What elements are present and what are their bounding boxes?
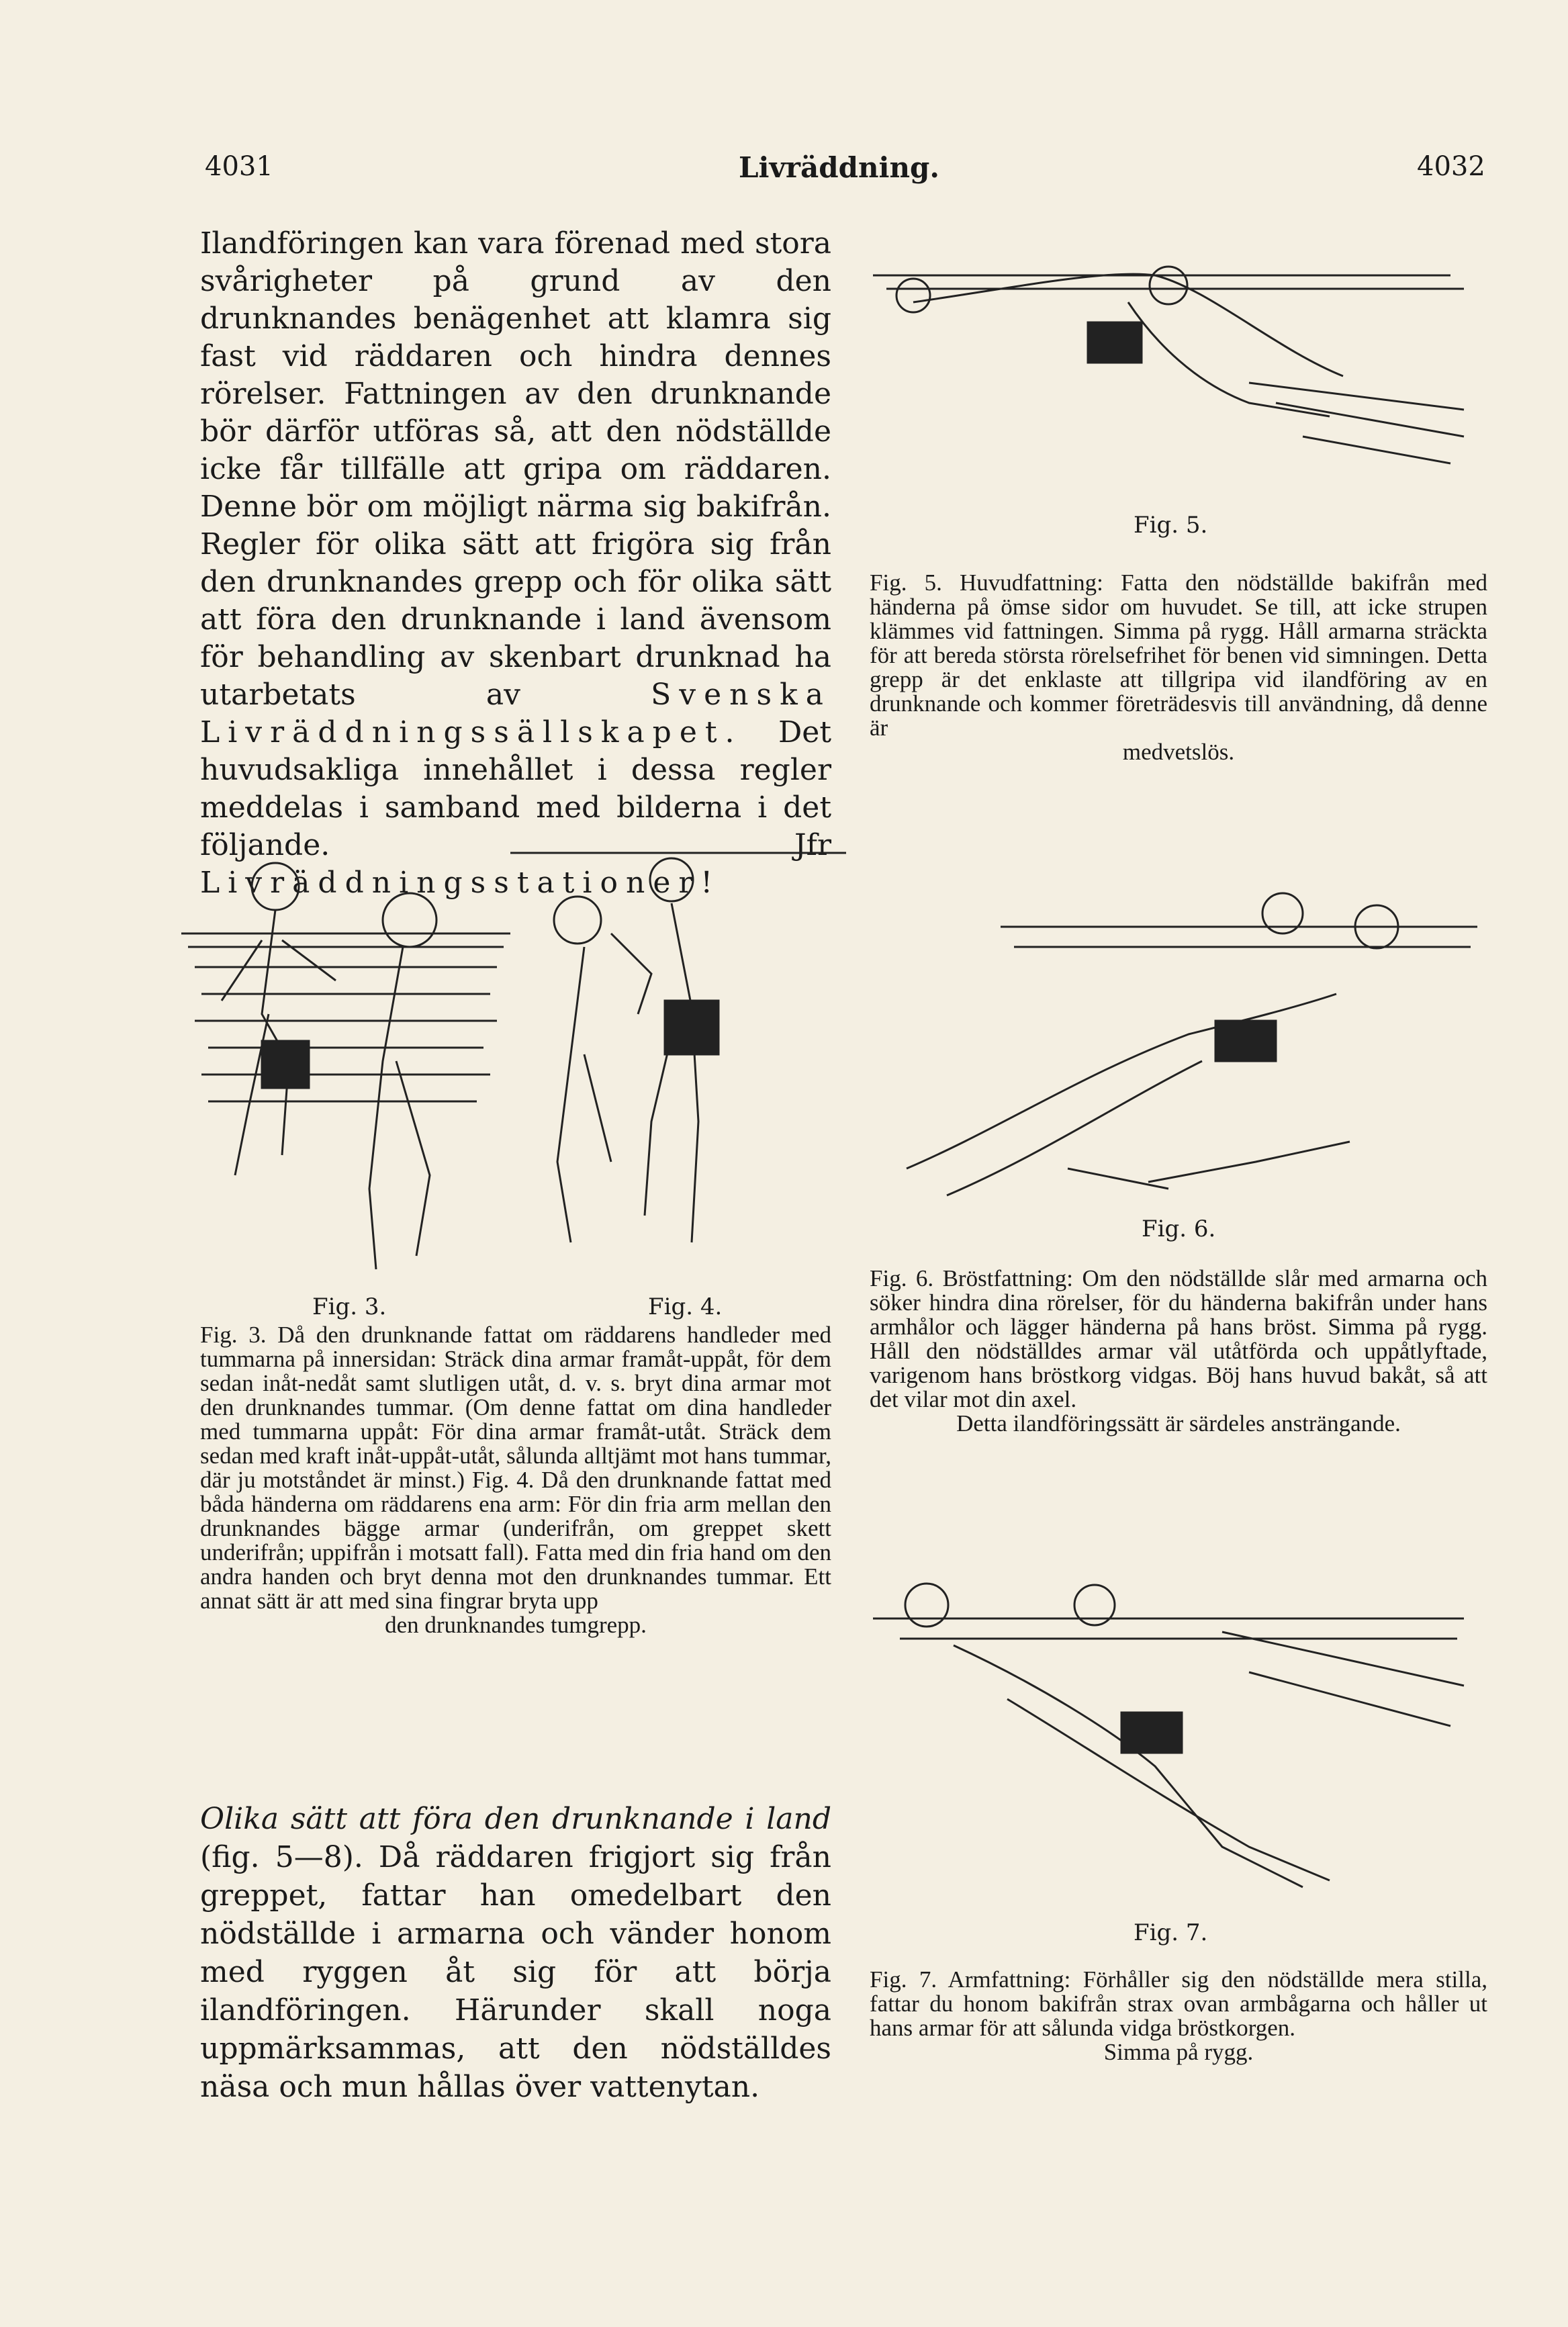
caption-fig6-text: Fig. 6. Bröstfattning: Om den nödställde slår med armarna och söker hindra dina rörelser, för du händerna bakifrån under hans armhålor och lägger händerna på hans bröst. Simma på rygg. Håll den nödställdes armar väl utåtförda och uppåtlyftade, varigenom hans bröstkorg vidgas. Böj hans huvud bakåt, så att det vilar mot din axel.: [870, 1265, 1487, 1412]
intro-society-name: Svenska Livräddningssällskapet.: [200, 678, 831, 749]
caption-fig7-last: Simma på rygg.: [1103, 2039, 1254, 2065]
intro-crossref: Livräddningsstationer!: [200, 866, 721, 900]
figure-7-illustration: [873, 1565, 1477, 1914]
caption-fig7: [870, 1968, 1487, 2064]
intro-paragraph: [200, 225, 831, 902]
caption-fig3-4-last: den drunknandes tumgrepp.: [385, 1612, 647, 1638]
section-paragraph: [200, 1800, 831, 2106]
figure-6-illustration: [866, 873, 1477, 1209]
caption-fig3-4-text: Fig. 3. Då den drunknande fattat om räddarens handleder med tummarna på innersidan: Sträck dina armar framåt-uppåt, för dem sedan inåt-nedåt samt slutligen utåt, d. v. s. bryt dina armar mot den drunknandes tummar. (Om denne fattat om dina handleder med tummarna uppåt: För dina armar framåt-utåt. Sträck dem sedan med kraft inåt-uppåt-utåt, sålunda alltjämt mot hans tummar, där ju motståndet är minst.) Fig. 4. Då den drunknande fattat med båda händerna om räddarens ena arm: För din fria arm mellan den drunknandes bägge armar (underifrån, om greppet skett underifrån; uppifrån i motsatt fall). Fatta med din fria hand om den andra handen och bryt denna mot den drunknandes tummar. Ett annat sätt är att med sina fingrar bryta upp: [200, 1322, 831, 1614]
intro-text-2: Det huvudsakliga innehållet i dessa regler meddelas i samband med bilderna i det följande. Jfr: [200, 715, 831, 862]
caption-fig3-4: [200, 1323, 831, 1637]
swimmers-drawing: [181, 839, 846, 1283]
running-title: Livräddning.: [739, 151, 939, 184]
caption-fig5-last: medvetslös.: [1122, 739, 1235, 765]
fig5-label: Fig. 5.: [1134, 512, 1208, 539]
caption-fig6-last: Detta ilandföringssätt är särdeles ansträngande.: [956, 1410, 1401, 1436]
fig4-label: Fig. 4.: [648, 1293, 723, 1320]
page-number-left: 4031: [205, 151, 273, 182]
figure-5-illustration: [873, 248, 1477, 504]
fig7-label: Fig. 7.: [1134, 1919, 1208, 1946]
intro-text-1: Ilandföringen kan vara förenad med stora svårigheter på grund av den drunknandes benägenhet att klamra sig fast vid räddaren och hindra dennes rörelser. Fattningen av den drunknande bör därför utföras så, att den nödställde icke får tillfälle att gripa om räddaren. Denne bör om möjligt närma sig bakifrån. Regler för olika sätt att frigöra sig från den drunknandes grepp och för olika sätt att föra den drunknande i land ävensom för behandling av skenbart drunknad ha utarbetats av: [200, 226, 831, 712]
section-heading-italic: Olika sätt att föra den drunknande i land: [200, 1802, 831, 1836]
fig6-label: Fig. 6.: [1142, 1216, 1216, 1242]
caption-fig5-text: Fig. 5. Huvudfattning: Fatta den nödställde bakifrån med händerna på ömse sidor om huvudet. Se till, att icke strupen klämmes vid fattningen. Simma på rygg. Håll armarna sträckta för att bereda största rörelsefrihet för benen vid simningen. Detta grepp är det enklaste att tillgripa vid ilandföring av en drunknande och kommer företrädesvis till användning, då denne är: [870, 569, 1487, 741]
page-number-right: 4032: [1417, 151, 1485, 182]
caption-fig6: [870, 1267, 1487, 1436]
section-text: (fig. 5—8). Då räddaren frigjort sig från greppet, fattar han omedelbart den nödställde i armarna och vänder honom med ryggen åt sig för att börja ilandföringen. Härunder skall noga uppmärksammas, att den nödställdes näsa och mun hållas över vattenytan.: [200, 1840, 831, 2104]
caption-fig5: [870, 571, 1487, 764]
fig3-label: Fig. 3.: [312, 1293, 387, 1320]
figure-3-4-illustration: [181, 839, 846, 1283]
caption-fig7-text: Fig. 7. Armfattning: Förhåller sig den nödställde mera stilla, fattar du honom bakifrån strax ovan armbågarna och håller ut hans armar för att sålunda vidga bröstkorgen.: [870, 1966, 1487, 2041]
